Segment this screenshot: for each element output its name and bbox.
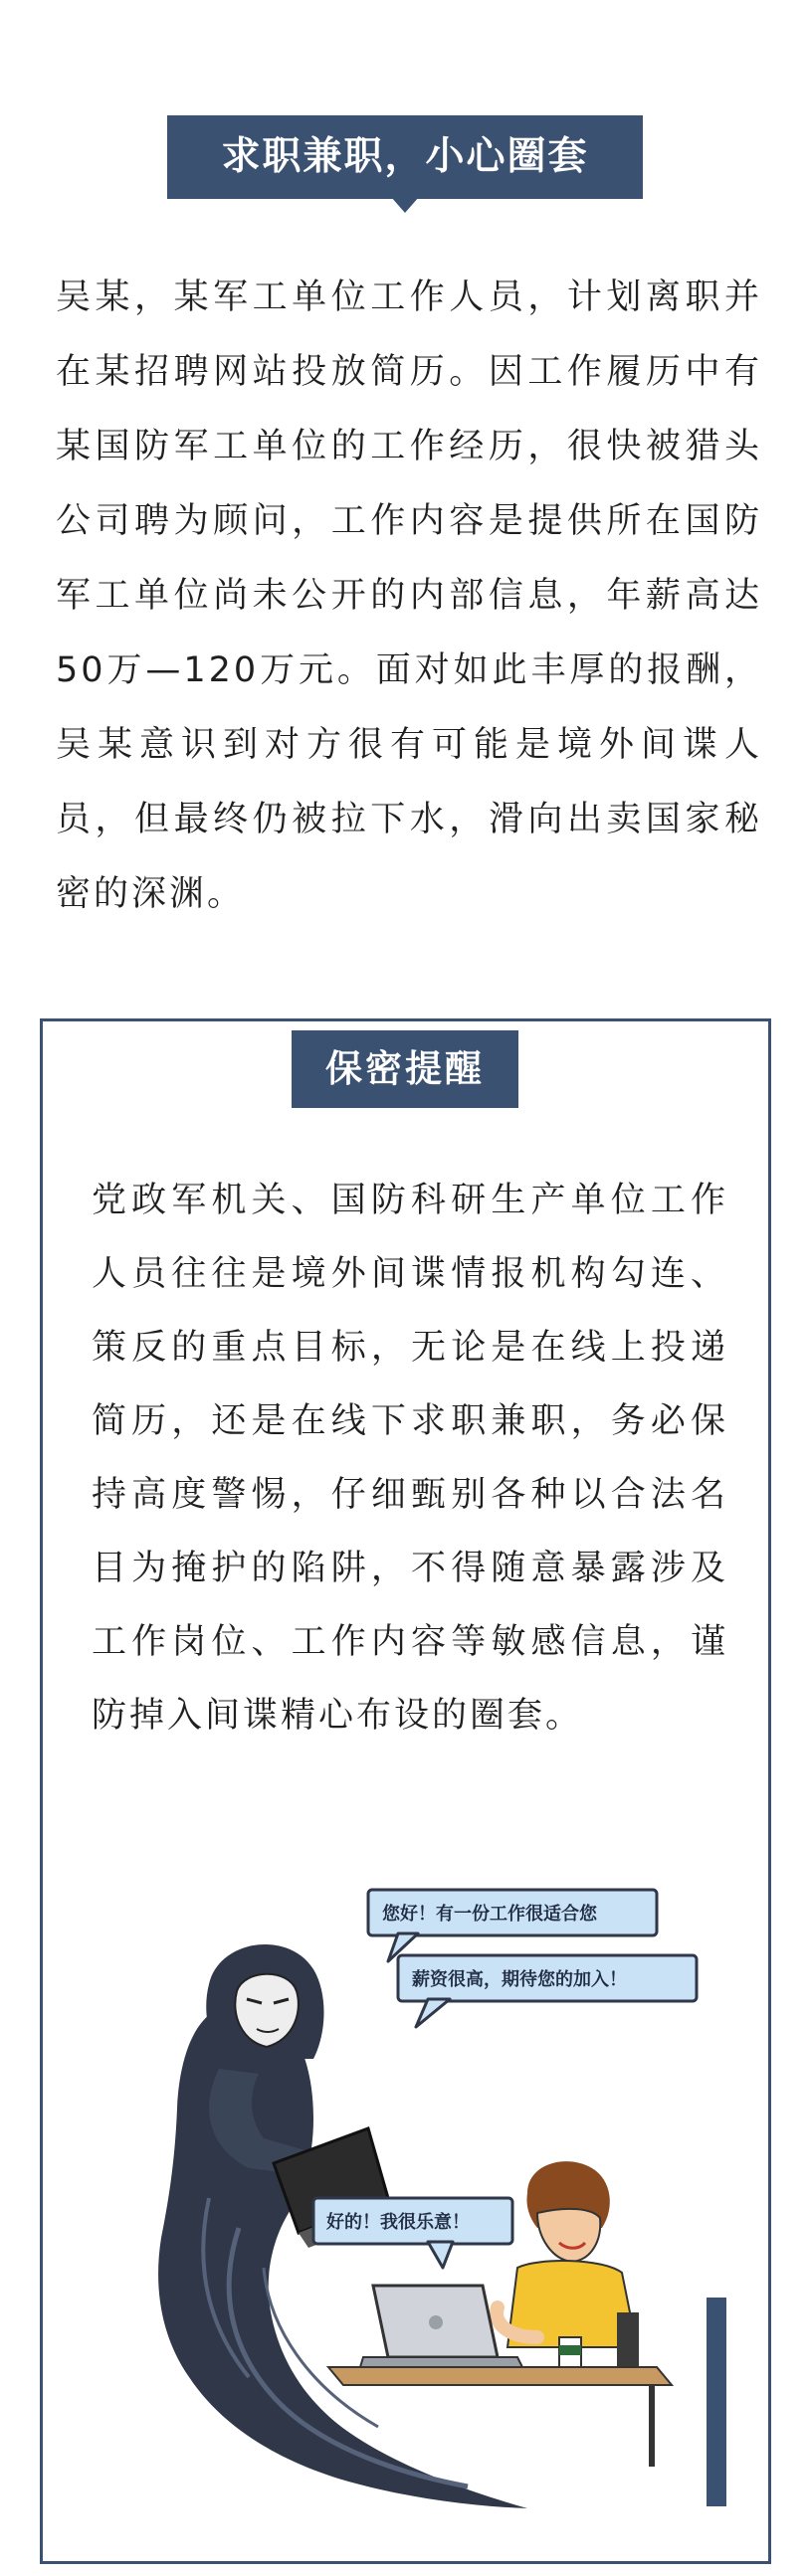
job-seeker-figure	[497, 2161, 637, 2347]
section-title-banner: 求职兼职，小心圈套	[167, 115, 643, 199]
decorative-bar	[707, 2298, 726, 2506]
desk	[328, 2367, 672, 2385]
case-story-paragraph: 吴某，某军工单位工作人员，计划离职并在某招聘网站投放简历。因工作履历中有某国防军工单位的工作经历，很快被猎头公司聘为顾问，工作内容是提供所在国防军工单位尚未公开的内部信息，年薪高达50万—120万元。面对如此丰厚的报酬，吴某意识到对方很有可能是境外间谍人员，但最终仍被拉下水，滑向出卖国家秘密的深渊。	[56, 277, 762, 914]
bubble-offer-text: 您好！有一份工作很适合您	[382, 1904, 597, 1925]
speech-bubble-reply	[313, 2198, 512, 2268]
bubble-reply-text: 好的！我很乐意！	[326, 2212, 470, 2233]
chair	[617, 2312, 639, 2372]
reminder-title: 保密提醒	[292, 1030, 518, 1108]
speech-bubble-salary	[398, 1955, 697, 2027]
banner-pointer	[391, 197, 419, 213]
bubble-salary-text: 薪资很高，期待您的加入！	[412, 1969, 627, 1990]
reminder-paragraph: 党政军机关、国防科研生产单位工作人员往往是境外间谍情报机构勾连、策反的重点目标，无论是在线上投递简历，还是在线下求职兼职，务必保持高度警惕，仔细甄别各种以合法名目为掩护的陷阱，不得随意暴露涉及工作岗位、工作内容等敏感信息，谨防掉入间谍精心布设的圈套。	[92, 1181, 728, 1736]
spy-recruitment-illustration	[100, 1870, 756, 2526]
speech-bubble-offer	[368, 1890, 657, 1961]
coffee-cup-icon	[559, 2337, 581, 2367]
